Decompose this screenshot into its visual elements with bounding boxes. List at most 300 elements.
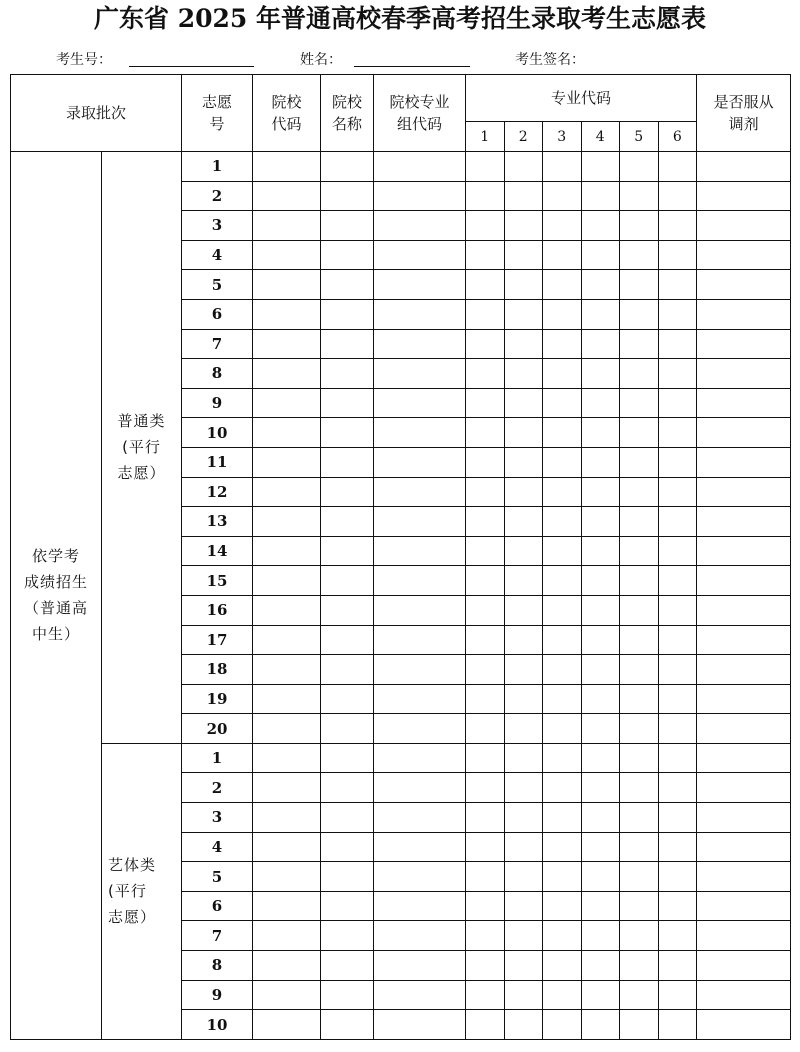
school-name-cell[interactable] — [321, 329, 374, 359]
major-code-2-cell[interactable] — [504, 536, 543, 566]
major-code-3-cell[interactable] — [543, 684, 582, 714]
accept-adjustment-cell[interactable] — [697, 625, 791, 655]
school-name-cell[interactable] — [321, 625, 374, 655]
major-code-5-cell[interactable] — [620, 862, 659, 892]
major-code-4-cell[interactable] — [581, 980, 620, 1010]
major-code-5-cell[interactable] — [620, 211, 659, 241]
major-code-5-cell[interactable] — [620, 566, 659, 596]
major-group-code-cell[interactable] — [374, 684, 466, 714]
accept-adjustment-cell[interactable] — [697, 951, 791, 981]
major-code-4-cell[interactable] — [581, 891, 620, 921]
accept-adjustment-cell[interactable] — [697, 299, 791, 329]
major-code-5-cell[interactable] — [620, 447, 659, 477]
major-code-3-cell[interactable] — [543, 773, 582, 803]
major-group-code-cell[interactable] — [374, 832, 466, 862]
major-code-1-cell[interactable] — [466, 507, 505, 537]
major-code-2-cell[interactable] — [504, 152, 543, 182]
major-code-1-cell[interactable] — [466, 951, 505, 981]
major-code-3-cell[interactable] — [543, 803, 582, 833]
accept-adjustment-cell[interactable] — [697, 773, 791, 803]
major-code-4-cell[interactable] — [581, 773, 620, 803]
major-code-3-cell[interactable] — [543, 891, 582, 921]
school-code-cell[interactable] — [253, 951, 321, 981]
major-code-3-cell[interactable] — [543, 211, 582, 241]
major-code-6-cell[interactable] — [658, 803, 697, 833]
major-code-4-cell[interactable] — [581, 477, 620, 507]
major-code-2-cell[interactable] — [504, 477, 543, 507]
major-code-3-cell[interactable] — [543, 743, 582, 773]
school-name-cell[interactable] — [321, 477, 374, 507]
major-group-code-cell[interactable] — [374, 536, 466, 566]
accept-adjustment-cell[interactable] — [697, 862, 791, 892]
major-code-3-cell[interactable] — [543, 152, 582, 182]
major-group-code-cell[interactable] — [374, 862, 466, 892]
major-code-6-cell[interactable] — [658, 388, 697, 418]
major-group-code-cell[interactable] — [374, 566, 466, 596]
major-code-2-cell[interactable] — [504, 299, 543, 329]
school-code-cell[interactable] — [253, 595, 321, 625]
major-group-code-cell[interactable] — [374, 418, 466, 448]
major-code-5-cell[interactable] — [620, 359, 659, 389]
major-code-3-cell[interactable] — [543, 714, 582, 744]
major-code-5-cell[interactable] — [620, 595, 659, 625]
major-code-5-cell[interactable] — [620, 418, 659, 448]
school-name-cell[interactable] — [321, 891, 374, 921]
school-name-cell[interactable] — [321, 803, 374, 833]
major-code-6-cell[interactable] — [658, 299, 697, 329]
major-code-6-cell[interactable] — [658, 714, 697, 744]
major-code-4-cell[interactable] — [581, 951, 620, 981]
school-name-cell[interactable] — [321, 388, 374, 418]
major-code-4-cell[interactable] — [581, 507, 620, 537]
school-name-cell[interactable] — [321, 270, 374, 300]
major-code-4-cell[interactable] — [581, 240, 620, 270]
major-code-3-cell[interactable] — [543, 980, 582, 1010]
major-group-code-cell[interactable] — [374, 388, 466, 418]
major-code-1-cell[interactable] — [466, 477, 505, 507]
major-code-3-cell[interactable] — [543, 655, 582, 685]
school-code-cell[interactable] — [253, 270, 321, 300]
major-group-code-cell[interactable] — [374, 270, 466, 300]
school-name-cell[interactable] — [321, 595, 374, 625]
major-code-3-cell[interactable] — [543, 951, 582, 981]
major-code-3-cell[interactable] — [543, 1010, 582, 1040]
major-code-5-cell[interactable] — [620, 921, 659, 951]
accept-adjustment-cell[interactable] — [697, 1010, 791, 1040]
major-code-2-cell[interactable] — [504, 862, 543, 892]
major-code-5-cell[interactable] — [620, 1010, 659, 1040]
major-code-6-cell[interactable] — [658, 832, 697, 862]
major-group-code-cell[interactable] — [374, 211, 466, 241]
major-code-5-cell[interactable] — [620, 240, 659, 270]
major-code-1-cell[interactable] — [466, 832, 505, 862]
school-name-cell[interactable] — [321, 862, 374, 892]
major-code-1-cell[interactable] — [466, 980, 505, 1010]
major-code-2-cell[interactable] — [504, 359, 543, 389]
major-code-1-cell[interactable] — [466, 359, 505, 389]
major-code-6-cell[interactable] — [658, 951, 697, 981]
school-name-cell[interactable] — [321, 1010, 374, 1040]
major-code-3-cell[interactable] — [543, 832, 582, 862]
accept-adjustment-cell[interactable] — [697, 684, 791, 714]
major-code-4-cell[interactable] — [581, 536, 620, 566]
accept-adjustment-cell[interactable] — [697, 803, 791, 833]
school-name-cell[interactable] — [321, 299, 374, 329]
major-code-3-cell[interactable] — [543, 536, 582, 566]
major-code-2-cell[interactable] — [504, 181, 543, 211]
major-code-6-cell[interactable] — [658, 862, 697, 892]
school-code-cell[interactable] — [253, 743, 321, 773]
major-code-1-cell[interactable] — [466, 743, 505, 773]
school-name-cell[interactable] — [321, 181, 374, 211]
major-group-code-cell[interactable] — [374, 803, 466, 833]
major-code-6-cell[interactable] — [658, 684, 697, 714]
major-code-6-cell[interactable] — [658, 152, 697, 182]
major-code-1-cell[interactable] — [466, 211, 505, 241]
major-code-6-cell[interactable] — [658, 773, 697, 803]
accept-adjustment-cell[interactable] — [697, 211, 791, 241]
major-code-5-cell[interactable] — [620, 329, 659, 359]
school-code-cell[interactable] — [253, 477, 321, 507]
major-code-3-cell[interactable] — [543, 240, 582, 270]
school-code-cell[interactable] — [253, 891, 321, 921]
accept-adjustment-cell[interactable] — [697, 388, 791, 418]
school-name-cell[interactable] — [321, 566, 374, 596]
school-code-cell[interactable] — [253, 536, 321, 566]
major-group-code-cell[interactable] — [374, 447, 466, 477]
major-code-1-cell[interactable] — [466, 329, 505, 359]
major-code-1-cell[interactable] — [466, 418, 505, 448]
major-group-code-cell[interactable] — [374, 181, 466, 211]
school-name-cell[interactable] — [321, 832, 374, 862]
accept-adjustment-cell[interactable] — [697, 477, 791, 507]
school-code-cell[interactable] — [253, 211, 321, 241]
major-code-4-cell[interactable] — [581, 447, 620, 477]
school-code-cell[interactable] — [253, 447, 321, 477]
major-code-2-cell[interactable] — [504, 1010, 543, 1040]
major-group-code-cell[interactable] — [374, 743, 466, 773]
major-code-2-cell[interactable] — [504, 773, 543, 803]
school-name-cell[interactable] — [321, 980, 374, 1010]
major-code-3-cell[interactable] — [543, 359, 582, 389]
major-code-3-cell[interactable] — [543, 507, 582, 537]
major-code-2-cell[interactable] — [504, 329, 543, 359]
school-code-cell[interactable] — [253, 832, 321, 862]
major-code-3-cell[interactable] — [543, 477, 582, 507]
major-code-4-cell[interactable] — [581, 803, 620, 833]
school-code-cell[interactable] — [253, 152, 321, 182]
major-code-4-cell[interactable] — [581, 714, 620, 744]
accept-adjustment-cell[interactable] — [697, 507, 791, 537]
major-code-5-cell[interactable] — [620, 477, 659, 507]
major-code-4-cell[interactable] — [581, 270, 620, 300]
major-group-code-cell[interactable] — [374, 951, 466, 981]
school-name-cell[interactable] — [321, 773, 374, 803]
school-code-cell[interactable] — [253, 803, 321, 833]
school-name-cell[interactable] — [321, 714, 374, 744]
major-code-5-cell[interactable] — [620, 625, 659, 655]
accept-adjustment-cell[interactable] — [697, 714, 791, 744]
accept-adjustment-cell[interactable] — [697, 418, 791, 448]
accept-adjustment-cell[interactable] — [697, 566, 791, 596]
school-name-cell[interactable] — [321, 152, 374, 182]
major-group-code-cell[interactable] — [374, 773, 466, 803]
school-name-cell[interactable] — [321, 418, 374, 448]
major-code-2-cell[interactable] — [504, 270, 543, 300]
major-code-2-cell[interactable] — [504, 418, 543, 448]
major-code-1-cell[interactable] — [466, 447, 505, 477]
major-code-3-cell[interactable] — [543, 921, 582, 951]
school-name-cell[interactable] — [321, 507, 374, 537]
major-code-5-cell[interactable] — [620, 980, 659, 1010]
major-code-6-cell[interactable] — [658, 359, 697, 389]
accept-adjustment-cell[interactable] — [697, 181, 791, 211]
major-code-1-cell[interactable] — [466, 1010, 505, 1040]
major-code-5-cell[interactable] — [620, 152, 659, 182]
major-code-6-cell[interactable] — [658, 980, 697, 1010]
major-code-6-cell[interactable] — [658, 240, 697, 270]
major-code-5-cell[interactable] — [620, 891, 659, 921]
major-group-code-cell[interactable] — [374, 240, 466, 270]
major-code-2-cell[interactable] — [504, 832, 543, 862]
major-code-1-cell[interactable] — [466, 803, 505, 833]
school-code-cell[interactable] — [253, 418, 321, 448]
major-group-code-cell[interactable] — [374, 1010, 466, 1040]
major-code-2-cell[interactable] — [504, 684, 543, 714]
major-group-code-cell[interactable] — [374, 980, 466, 1010]
major-code-2-cell[interactable] — [504, 566, 543, 596]
accept-adjustment-cell[interactable] — [697, 447, 791, 477]
major-code-2-cell[interactable] — [504, 655, 543, 685]
major-code-2-cell[interactable] — [504, 803, 543, 833]
accept-adjustment-cell[interactable] — [697, 270, 791, 300]
school-code-cell[interactable] — [253, 359, 321, 389]
major-code-4-cell[interactable] — [581, 152, 620, 182]
major-code-6-cell[interactable] — [658, 211, 697, 241]
major-code-6-cell[interactable] — [658, 743, 697, 773]
major-code-3-cell[interactable] — [543, 447, 582, 477]
major-code-3-cell[interactable] — [543, 418, 582, 448]
major-code-6-cell[interactable] — [658, 1010, 697, 1040]
school-code-cell[interactable] — [253, 921, 321, 951]
school-code-cell[interactable] — [253, 625, 321, 655]
school-code-cell[interactable] — [253, 240, 321, 270]
major-code-2-cell[interactable] — [504, 891, 543, 921]
accept-adjustment-cell[interactable] — [697, 152, 791, 182]
school-name-cell[interactable] — [321, 536, 374, 566]
exam-number-field[interactable] — [129, 66, 254, 67]
major-code-1-cell[interactable] — [466, 684, 505, 714]
major-code-4-cell[interactable] — [581, 566, 620, 596]
major-code-6-cell[interactable] — [658, 447, 697, 477]
major-code-2-cell[interactable] — [504, 447, 543, 477]
school-name-cell[interactable] — [321, 655, 374, 685]
major-code-1-cell[interactable] — [466, 181, 505, 211]
accept-adjustment-cell[interactable] — [697, 240, 791, 270]
major-code-4-cell[interactable] — [581, 921, 620, 951]
major-code-3-cell[interactable] — [543, 181, 582, 211]
major-code-2-cell[interactable] — [504, 714, 543, 744]
major-code-5-cell[interactable] — [620, 951, 659, 981]
major-code-4-cell[interactable] — [581, 359, 620, 389]
school-name-cell[interactable] — [321, 743, 374, 773]
major-code-4-cell[interactable] — [581, 862, 620, 892]
major-code-4-cell[interactable] — [581, 625, 620, 655]
major-code-1-cell[interactable] — [466, 240, 505, 270]
major-code-2-cell[interactable] — [504, 388, 543, 418]
major-group-code-cell[interactable] — [374, 507, 466, 537]
school-code-cell[interactable] — [253, 181, 321, 211]
major-code-3-cell[interactable] — [543, 299, 582, 329]
school-code-cell[interactable] — [253, 507, 321, 537]
major-code-5-cell[interactable] — [620, 655, 659, 685]
major-code-6-cell[interactable] — [658, 270, 697, 300]
major-code-5-cell[interactable] — [620, 832, 659, 862]
major-code-6-cell[interactable] — [658, 477, 697, 507]
accept-adjustment-cell[interactable] — [697, 891, 791, 921]
major-code-6-cell[interactable] — [658, 329, 697, 359]
major-code-5-cell[interactable] — [620, 388, 659, 418]
major-code-4-cell[interactable] — [581, 595, 620, 625]
major-group-code-cell[interactable] — [374, 714, 466, 744]
major-code-1-cell[interactable] — [466, 625, 505, 655]
major-code-5-cell[interactable] — [620, 299, 659, 329]
major-code-2-cell[interactable] — [504, 240, 543, 270]
school-name-cell[interactable] — [321, 359, 374, 389]
major-code-1-cell[interactable] — [466, 299, 505, 329]
major-code-4-cell[interactable] — [581, 418, 620, 448]
major-code-4-cell[interactable] — [581, 655, 620, 685]
accept-adjustment-cell[interactable] — [697, 359, 791, 389]
major-code-1-cell[interactable] — [466, 773, 505, 803]
school-code-cell[interactable] — [253, 329, 321, 359]
major-group-code-cell[interactable] — [374, 655, 466, 685]
accept-adjustment-cell[interactable] — [697, 595, 791, 625]
major-code-6-cell[interactable] — [658, 507, 697, 537]
major-code-4-cell[interactable] — [581, 388, 620, 418]
major-code-2-cell[interactable] — [504, 625, 543, 655]
major-code-2-cell[interactable] — [504, 921, 543, 951]
major-code-5-cell[interactable] — [620, 743, 659, 773]
major-code-6-cell[interactable] — [658, 595, 697, 625]
school-code-cell[interactable] — [253, 655, 321, 685]
major-code-6-cell[interactable] — [658, 891, 697, 921]
major-code-3-cell[interactable] — [543, 270, 582, 300]
major-code-4-cell[interactable] — [581, 329, 620, 359]
school-code-cell[interactable] — [253, 714, 321, 744]
major-group-code-cell[interactable] — [374, 625, 466, 655]
major-code-6-cell[interactable] — [658, 566, 697, 596]
major-code-2-cell[interactable] — [504, 743, 543, 773]
major-code-1-cell[interactable] — [466, 862, 505, 892]
major-code-4-cell[interactable] — [581, 1010, 620, 1040]
major-code-3-cell[interactable] — [543, 595, 582, 625]
major-code-6-cell[interactable] — [658, 921, 697, 951]
major-code-2-cell[interactable] — [504, 211, 543, 241]
school-code-cell[interactable] — [253, 773, 321, 803]
accept-adjustment-cell[interactable] — [697, 980, 791, 1010]
major-code-5-cell[interactable] — [620, 684, 659, 714]
accept-adjustment-cell[interactable] — [697, 743, 791, 773]
major-code-5-cell[interactable] — [620, 536, 659, 566]
school-code-cell[interactable] — [253, 980, 321, 1010]
major-code-6-cell[interactable] — [658, 418, 697, 448]
major-code-1-cell[interactable] — [466, 270, 505, 300]
major-code-5-cell[interactable] — [620, 270, 659, 300]
major-code-4-cell[interactable] — [581, 181, 620, 211]
name-field[interactable] — [354, 66, 470, 67]
school-code-cell[interactable] — [253, 388, 321, 418]
major-group-code-cell[interactable] — [374, 329, 466, 359]
major-code-5-cell[interactable] — [620, 507, 659, 537]
major-code-1-cell[interactable] — [466, 566, 505, 596]
major-code-6-cell[interactable] — [658, 181, 697, 211]
school-code-cell[interactable] — [253, 566, 321, 596]
major-code-2-cell[interactable] — [504, 595, 543, 625]
school-name-cell[interactable] — [321, 921, 374, 951]
major-code-1-cell[interactable] — [466, 655, 505, 685]
accept-adjustment-cell[interactable] — [697, 536, 791, 566]
major-code-4-cell[interactable] — [581, 211, 620, 241]
major-code-6-cell[interactable] — [658, 655, 697, 685]
major-code-2-cell[interactable] — [504, 507, 543, 537]
major-code-5-cell[interactable] — [620, 773, 659, 803]
major-code-5-cell[interactable] — [620, 181, 659, 211]
major-code-6-cell[interactable] — [658, 625, 697, 655]
major-code-5-cell[interactable] — [620, 803, 659, 833]
major-code-2-cell[interactable] — [504, 980, 543, 1010]
school-name-cell[interactable] — [321, 447, 374, 477]
major-code-3-cell[interactable] — [543, 329, 582, 359]
major-group-code-cell[interactable] — [374, 299, 466, 329]
major-code-4-cell[interactable] — [581, 299, 620, 329]
major-code-1-cell[interactable] — [466, 921, 505, 951]
major-group-code-cell[interactable] — [374, 891, 466, 921]
major-group-code-cell[interactable] — [374, 921, 466, 951]
major-code-6-cell[interactable] — [658, 536, 697, 566]
major-code-1-cell[interactable] — [466, 595, 505, 625]
major-code-3-cell[interactable] — [543, 625, 582, 655]
major-code-3-cell[interactable] — [543, 388, 582, 418]
accept-adjustment-cell[interactable] — [697, 329, 791, 359]
major-group-code-cell[interactable] — [374, 359, 466, 389]
major-code-3-cell[interactable] — [543, 566, 582, 596]
school-name-cell[interactable] — [321, 211, 374, 241]
major-code-1-cell[interactable] — [466, 388, 505, 418]
major-code-4-cell[interactable] — [581, 743, 620, 773]
major-group-code-cell[interactable] — [374, 595, 466, 625]
school-name-cell[interactable] — [321, 240, 374, 270]
school-name-cell[interactable] — [321, 951, 374, 981]
major-code-5-cell[interactable] — [620, 714, 659, 744]
school-code-cell[interactable] — [253, 299, 321, 329]
major-code-2-cell[interactable] — [504, 951, 543, 981]
school-name-cell[interactable] — [321, 684, 374, 714]
major-code-1-cell[interactable] — [466, 536, 505, 566]
major-code-3-cell[interactable] — [543, 862, 582, 892]
accept-adjustment-cell[interactable] — [697, 832, 791, 862]
major-code-1-cell[interactable] — [466, 152, 505, 182]
major-group-code-cell[interactable] — [374, 152, 466, 182]
accept-adjustment-cell[interactable] — [697, 655, 791, 685]
school-code-cell[interactable] — [253, 862, 321, 892]
major-code-4-cell[interactable] — [581, 832, 620, 862]
major-group-code-cell[interactable] — [374, 477, 466, 507]
major-code-4-cell[interactable] — [581, 684, 620, 714]
school-code-cell[interactable] — [253, 684, 321, 714]
major-code-1-cell[interactable] — [466, 714, 505, 744]
accept-adjustment-cell[interactable] — [697, 921, 791, 951]
